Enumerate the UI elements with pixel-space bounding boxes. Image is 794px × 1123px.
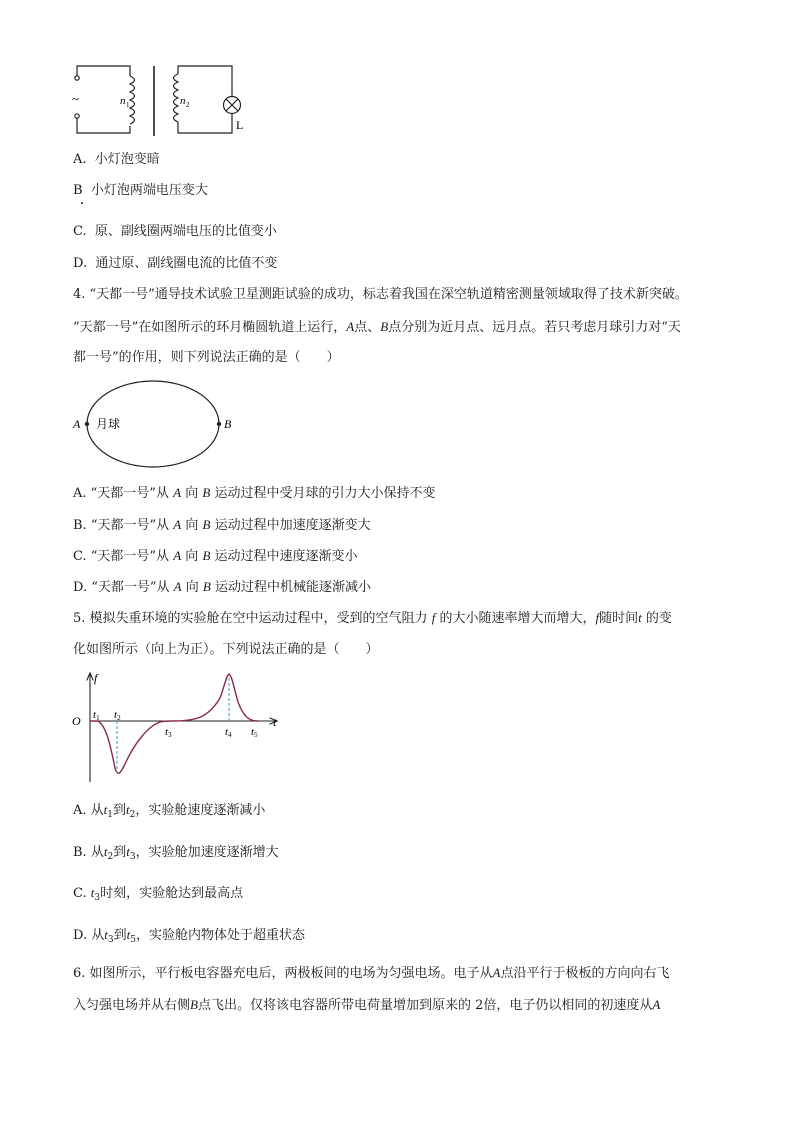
q5-stem-line2: 化如图所示（向上为正）。下列说法正确的是（ ） <box>73 642 379 657</box>
point-symbol: B <box>202 517 211 532</box>
text-segment: 点、 <box>354 320 381 335</box>
subscript: 5 <box>130 935 136 945</box>
option-prefix: D. <box>73 256 88 271</box>
text-segment: B. 从 <box>73 845 104 860</box>
force-time-graph <box>68 668 288 786</box>
text-segment: 到 <box>113 928 127 943</box>
q5-option-d: D. 从$t_3$到$t_5$，实验舱内物体处于超重状态 <box>73 927 305 945</box>
q4-option-b <box>73 516 371 535</box>
q4-stem-line2 <box>73 318 681 337</box>
text-segment: 时刻，实验舱达到最高点 <box>100 886 244 901</box>
text-segment: C. <box>73 886 91 901</box>
point-symbol: B <box>202 579 211 594</box>
point-a-symbol: A <box>492 965 501 980</box>
option-prefix: C. <box>73 224 87 239</box>
q5-option-a: A. 从$t_1$到$t_2$，实验舱速度逐渐减小 <box>73 802 266 820</box>
text-segment: A. 从 <box>73 803 104 818</box>
q5-option-b: B. 从$t_2$到$t_3$，实验舱加速度逐渐增大 <box>73 844 279 862</box>
q3-option-c <box>73 223 277 241</box>
tick-t1: t1 <box>93 709 100 722</box>
option-text: 小灯泡变暗 <box>94 152 160 167</box>
symbol-f: f <box>595 610 600 625</box>
transformer-circuit-figure <box>68 62 258 140</box>
n2-label: n <box>180 95 186 107</box>
text-segment: A. “天都一号”从 <box>73 486 169 501</box>
q3-option-d <box>73 255 277 273</box>
force-curve <box>90 674 258 773</box>
point-a-symbol: A <box>346 319 355 334</box>
x-axis-label: t <box>273 715 277 729</box>
text-segment: 点沿平行于极板的方向向右飞 <box>500 966 670 981</box>
point-symbol: A <box>173 485 182 500</box>
origin-label: O <box>72 714 81 728</box>
text-segment: ，实验舱速度逐渐减小 <box>135 803 266 818</box>
text-segment: 随时间 <box>599 611 639 626</box>
q4-stem-line3: 都一号”的作用，则下列说法正确的是（ ） <box>73 350 340 365</box>
point-b-label: B <box>224 417 232 431</box>
symbol-t: t <box>638 610 642 625</box>
point-b-symbol: B <box>190 997 198 1012</box>
text-segment: 入匀强电场并从右侧 <box>73 998 191 1013</box>
q4-option-d <box>73 578 371 597</box>
text-segment: 向 <box>185 486 199 501</box>
point-symbol: A <box>173 517 182 532</box>
q6-stem-line1 <box>73 964 670 983</box>
n2-subscript: 2 <box>186 101 190 109</box>
y-axis-label: f <box>94 671 98 685</box>
point-a-symbol: A <box>652 997 661 1012</box>
text-segment: 到 <box>113 803 127 818</box>
option-text: 小灯泡两端电压变大 <box>90 183 208 198</box>
text-segment: D. “天都一号”从 <box>73 580 170 595</box>
subscript: 3 <box>107 935 114 945</box>
text-segment: D. 从 <box>73 928 105 943</box>
q6-stem-line2 <box>73 996 660 1015</box>
moon-label: 月球 <box>96 417 121 431</box>
text-segment: 5. 模拟失重环境的实验舱在空中运动过程中，受到的空气阻力 <box>73 611 428 626</box>
text-segment: 运动过程中机械能逐渐减小 <box>215 580 372 595</box>
n1-subscript: 1 <box>126 101 130 109</box>
text-segment: C. “天都一号”从 <box>73 549 170 564</box>
option-text: 原、副线圈两端电压的比值变小 <box>94 224 277 239</box>
subscript: 2 <box>129 810 136 820</box>
tick-t2: t2 <box>114 709 121 722</box>
q3-option-a <box>73 151 160 169</box>
q4-stem-line1: 4. “天都一号”通导技术试验卫星测距试验的成功，标志着我国在深空轨道精密测量领域取得了技术新突破。 <box>73 287 688 302</box>
symbol-f: f <box>431 610 436 625</box>
stray-dot <box>81 202 83 204</box>
tick-t5: t5 <box>251 726 258 739</box>
text-segment: 点分别为近月点、远月点。若只考虑月球引力对“天 <box>388 320 681 335</box>
point-symbol: B <box>202 485 211 500</box>
lamp-label: L <box>236 118 244 132</box>
subscript: 3 <box>129 852 136 862</box>
point-symbol: A <box>173 548 182 563</box>
text-segment: 的大小随速率增大而增大， <box>439 611 596 626</box>
point-a-label: A <box>73 417 81 431</box>
q5-stem-line1 <box>73 609 672 628</box>
point-symbol: B <box>202 548 211 563</box>
text-segment: 到 <box>113 845 127 860</box>
text-segment: 的变 <box>645 611 672 626</box>
text-segment: ，实验舱内物体处于超重状态 <box>135 928 305 943</box>
text-segment: 向 <box>185 549 199 564</box>
ac-source-symbol: ~ <box>72 91 80 106</box>
text-segment: 向 <box>185 518 199 533</box>
text-segment: 向 <box>185 580 199 595</box>
lunar-orbit-figure <box>68 378 248 470</box>
option-prefix: B <box>73 183 83 198</box>
tick-t4: t4 <box>225 726 232 739</box>
tick-t3: t3 <box>165 726 172 739</box>
option-text: 通过原、副线圈电流的比值不变 <box>95 256 278 271</box>
option-prefix: A. <box>73 152 87 167</box>
text-segment: 6. 如图所示，平行板电容器充电后，两极板间的电场为匀强电场。电子从 <box>73 966 493 981</box>
point-symbol: A <box>173 579 182 594</box>
point-b-dot <box>217 422 221 426</box>
text-segment: 运动过程中速度逐渐变小 <box>214 549 358 564</box>
q4-option-a <box>73 484 435 503</box>
text-segment: 点飞出。仅将该电容器所带电荷量增加到原来的 2倍，电子仍以相同的初速度从 <box>197 998 653 1013</box>
text-segment: ，实验舱加速度逐渐增大 <box>135 845 279 860</box>
subscript: 3 <box>94 893 101 903</box>
point-b-symbol: B <box>380 319 389 334</box>
text-segment: “天都一号”在如图所示的环月椭圆轨道上运行， <box>73 320 347 335</box>
q3-option-b <box>73 182 208 200</box>
subscript: 1 <box>107 810 114 820</box>
text-segment: 运动过程中受月球的引力大小保持不变 <box>214 486 436 501</box>
text-segment: 运动过程中加速度逐渐变大 <box>214 518 371 533</box>
q4-option-c <box>73 547 358 566</box>
subscript: 2 <box>107 852 114 862</box>
text-segment: B. “天都一号”从 <box>73 518 170 533</box>
n1-label: n <box>120 95 126 107</box>
q5-option-c: C. $t_3$时刻，实验舱达到最高点 <box>73 885 244 903</box>
point-a-dot <box>85 422 89 426</box>
